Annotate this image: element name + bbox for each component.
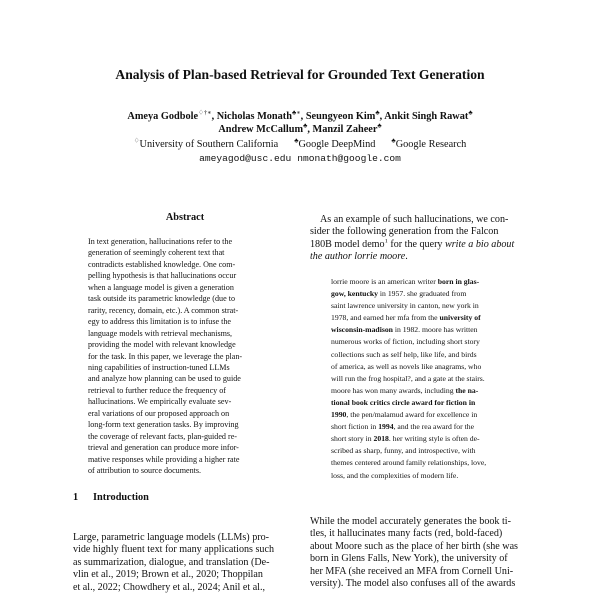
author-name: Manzil Zaheer: [312, 124, 378, 135]
generation-line: short story in 2018. her writing style is often de-: [331, 434, 480, 444]
author-list-line-1: Ameya Godbole♢†∗, Nicholas Monath♣∗, Seungyeon Kim♣, Ankit Singh Rawat♣: [127, 109, 473, 122]
affiliation-mark: ♢: [133, 137, 140, 145]
abstract-line: providing the model with relevant knowledge: [88, 340, 236, 350]
query-text: write a bio about: [445, 238, 515, 250]
abstract-line: retrieval to further reduce the frequency of: [88, 385, 226, 395]
intro-line: et al., 2022; Chowdhery et al., 2024; Anil et al.,: [73, 581, 266, 593]
abstract-line: pelling hypothesis is that hallucinations occur: [88, 271, 237, 281]
author-affil-mark: ♣: [375, 109, 380, 117]
generation-line: [331, 397, 516, 409]
abstract-line: long-form text generation tasks. By improving: [88, 420, 239, 430]
generation-line: 1990, the pen/malamud award for excellence in: [331, 410, 478, 420]
hallucinated-fact: 1990: [331, 410, 347, 420]
abstract-line: In text generation, hallucinations refer to the: [88, 237, 233, 246]
affiliation-name: University of Southern California: [139, 139, 279, 150]
intro-line: as summarization, dialogue, and translation (De-: [73, 556, 270, 568]
author-affil-mark: ♣: [303, 122, 308, 130]
abstract-line: for the task. In this paper, we leverage the plan-: [88, 351, 243, 361]
generation-line: collections such as self help, like life, and birds: [331, 349, 477, 359]
author-name: Ankit Singh Rawat: [384, 111, 469, 122]
abstract-line: ning capabilities of instruction-tuned LLMs: [88, 362, 230, 372]
abstract-line: rarity, recency, domain, etc.). A common strat-: [88, 305, 239, 315]
query-text: the author lorrie moore: [310, 251, 406, 263]
intro-paragraph: [73, 532, 295, 594]
paragraph-line: her MFA (she received an MFA from Cornell Uni-: [310, 565, 514, 577]
intro-line: Large, parametric language models (LLMs) pro-: [73, 532, 270, 543]
paper-title: Analysis of Plan-based Retrieval for Grounded Text Generation: [115, 67, 485, 82]
author-name: Seungyeon Kim: [305, 111, 376, 122]
abstract-line: of attribution to source documents.: [88, 466, 202, 476]
generation-line: saint lawrence university in canton, new york in: [331, 301, 479, 311]
author-name: Ameya Godbole: [127, 111, 199, 122]
example-intro-paragraph: [310, 214, 536, 264]
text-run: for the query: [387, 238, 446, 250]
hallucinated-fact: 1994: [378, 422, 394, 432]
author-affil-mark: ♣: [377, 122, 382, 130]
generation-line: themes centered around family relationships, love,: [331, 458, 487, 468]
section-heading: [73, 492, 149, 503]
paragraph-line: about Moore such as the place of her birth (she was: [310, 540, 518, 552]
author-emails: [40, 153, 560, 164]
generation-line: loss, and the complexities of modern life.: [331, 470, 459, 480]
abstract-line: and analyze how planning can be used to guide: [88, 374, 241, 384]
generation-line: 1978, and earned her mfa from the university of: [331, 313, 481, 323]
abstract-line: when a language model is given a generation: [88, 282, 234, 292]
abstract-line: egy to address this limitation is to infuse the: [88, 317, 231, 327]
author-list-line-2: Andrew McCallum♣, Manzil Zaheer♣: [218, 122, 382, 135]
abstract-line: generation of seemingly coherent text that: [88, 248, 225, 258]
abstract-line: task outside its parametric knowledge (due to: [88, 294, 235, 304]
section-number: 1: [73, 492, 79, 503]
author-name: Nicholas Monath: [216, 111, 292, 122]
footnote-mark[interactable]: 1: [384, 238, 388, 245]
generation-line: gow, kentucky in 1957. she graduated from: [331, 289, 467, 299]
abstract-heading: Abstract: [165, 212, 205, 223]
hallucinated-fact: gow, kentucky: [331, 289, 378, 299]
abstract-line: hallucinations. We empirically evaluate sev-: [88, 397, 232, 407]
author-affil-mark: ♢†∗: [198, 109, 212, 117]
generation-line: moore has won many awards, including the na-: [331, 385, 479, 395]
generation-line: of america, as well as novels like anagrams, who: [331, 361, 482, 371]
author-name: Andrew McCallum: [218, 124, 304, 135]
hallucinated-fact: 2018: [373, 434, 389, 444]
abstract-line: trieval and generation can produce more infor-: [88, 443, 239, 453]
paragraph-line: As an example of such hallucinations, we con-: [320, 214, 509, 225]
section-title: Introduction: [93, 492, 149, 503]
abstract-line: eral variations of our proposed approach on: [88, 408, 230, 418]
paragraph-line: born in Glens Falls, New York), the university of: [310, 553, 508, 565]
email[interactable]: ameyagod@usc.edu: [199, 153, 292, 164]
paragraph-line: versity). The model also confuses all of the awards: [310, 578, 516, 590]
generation-line: wisconsin-madison in 1982. moore has written: [331, 325, 478, 335]
email[interactable]: nmonath@google.com: [297, 153, 401, 164]
hallucinated-fact: born in glas-: [437, 277, 480, 286]
abstract-body: [88, 236, 282, 477]
abstract-line: mative responses while providing a higher rate: [88, 454, 240, 464]
generation-line: scribed as sharp, funny, and introspective, with: [331, 446, 476, 456]
text-run: 180B model demo: [310, 238, 385, 250]
paragraph-line: sider the following generation from the Falcon: [310, 226, 499, 238]
abstract-line: language models with retrieval mechanisms,: [88, 328, 233, 338]
generation-line: will run the frog hospital?, and a gate at the stairs.: [331, 373, 485, 383]
hallucinated-fact: wisconsin-madison: [331, 325, 393, 335]
intro-line: vide highly fluent text for many applications such: [73, 544, 274, 556]
analysis-paragraph: [310, 516, 536, 590]
abstract-line: the coverage of relevant facts, plan-guided re-: [88, 431, 237, 441]
author-affil-mark: ♣∗: [291, 109, 301, 117]
paragraph-line: [310, 251, 536, 263]
hallucinated-fact: tional book critics circle award for fiction in: [331, 397, 476, 407]
paragraph-line: While the model accurately generates the book ti-: [310, 516, 511, 527]
intro-line: vlin et al., 2019; Brown et al., 2020; Thoppilan: [73, 569, 263, 581]
example-generation: [331, 276, 516, 482]
paragraph-line: [310, 239, 536, 251]
affiliation-mark: ♣: [294, 137, 299, 145]
author-affil-mark: ♣: [468, 109, 473, 117]
hallucinated-fact: university of: [439, 313, 481, 323]
affiliations: [40, 138, 560, 151]
affiliation-name: Google Research: [395, 139, 467, 150]
affiliation-name: Google DeepMind: [298, 139, 376, 150]
affiliation-mark: ♣: [391, 137, 396, 145]
hallucinated-fact: the na-: [455, 385, 479, 395]
paragraph-line: tles, it hallucinates many facts (red, bold-faced): [310, 528, 503, 540]
text-run: .: [405, 251, 408, 263]
generation-line: lorrie moore is an american writer born in glas-: [331, 277, 480, 286]
generation-line: short fiction in 1994, and the rea award for the: [331, 422, 475, 432]
generation-line: numerous works of fiction, including short story: [331, 337, 480, 347]
abstract-line: contradicts established knowledge. One com-: [88, 259, 236, 269]
